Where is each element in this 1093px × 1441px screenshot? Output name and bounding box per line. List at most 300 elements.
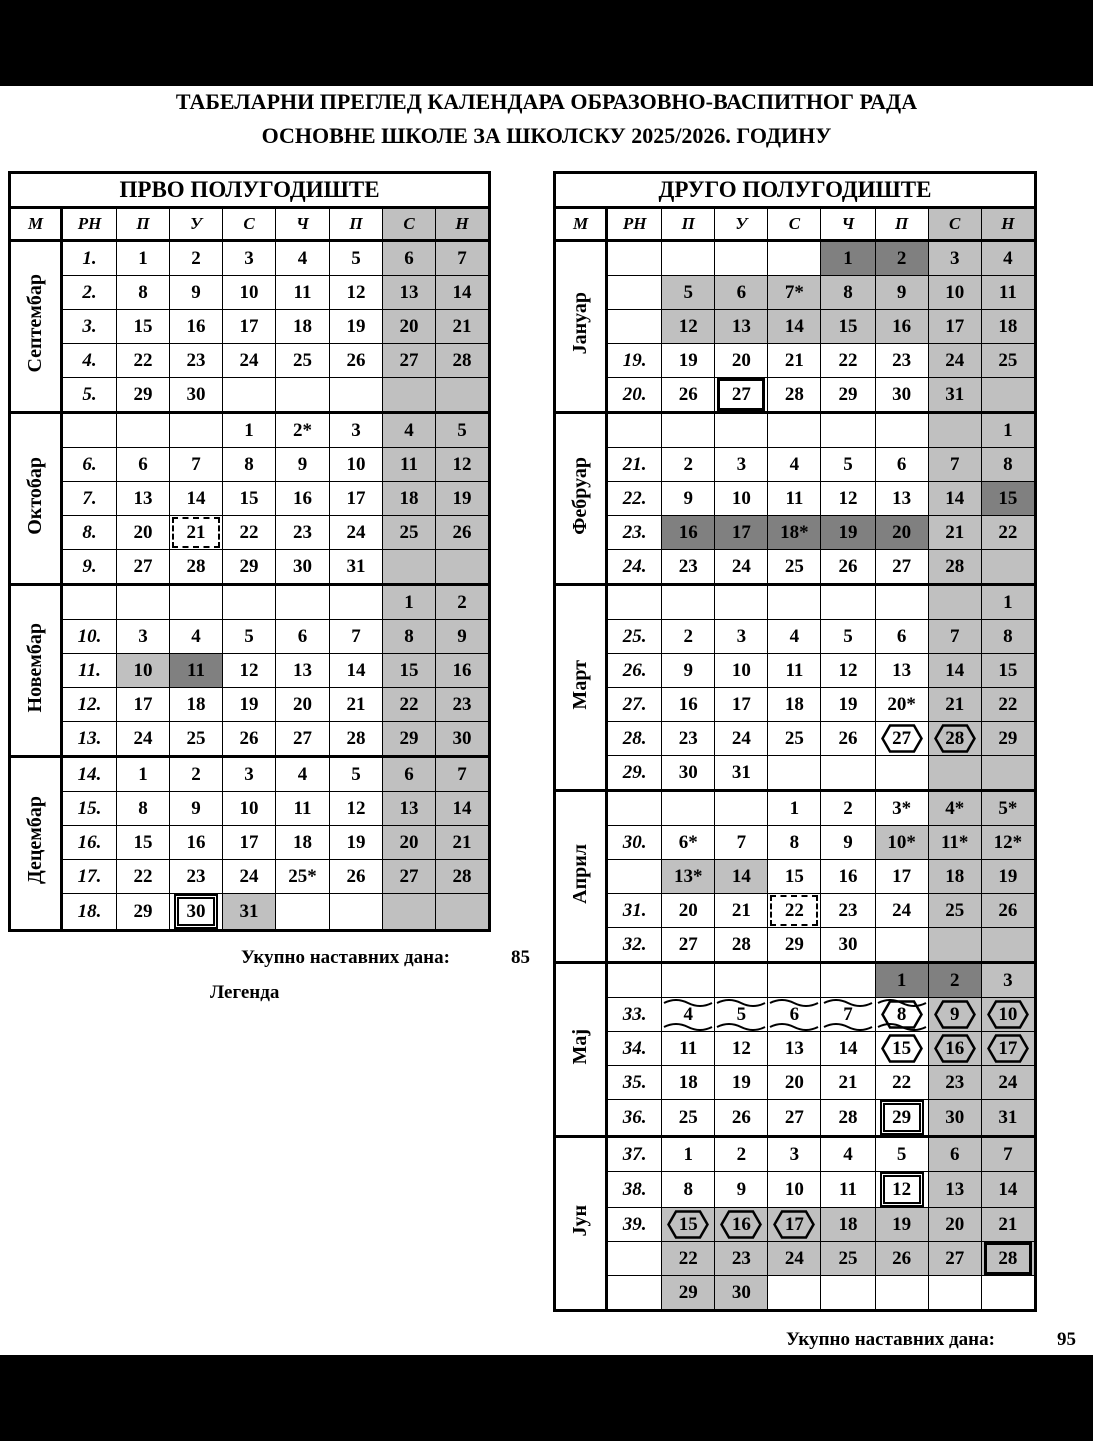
- week-row: [10, 654, 490, 688]
- day-cell: 11: [662, 1032, 715, 1066]
- week-number: 8.: [62, 516, 117, 550]
- week-row: [555, 276, 1036, 310]
- day-cell: 6: [383, 757, 436, 792]
- column-header-row: [10, 208, 490, 241]
- day-cell: 20: [768, 1066, 821, 1100]
- day-cell: [662, 585, 715, 620]
- week-number: 9.: [62, 550, 117, 585]
- day-cell: 20: [383, 826, 436, 860]
- day-cell: 19: [821, 516, 875, 550]
- exam-day-mark: [987, 1000, 1029, 1029]
- week-row: [555, 620, 1036, 654]
- month-cell: [555, 1137, 607, 1311]
- day-cell: 17: [928, 310, 981, 344]
- day-cell: 16: [276, 482, 330, 516]
- day-cell: 17: [223, 826, 276, 860]
- day-cell: [875, 585, 928, 620]
- day-cell: [821, 413, 875, 448]
- day-cell: 6: [928, 1137, 981, 1172]
- day-cell: 19: [330, 826, 383, 860]
- day-cell: 6: [383, 241, 436, 276]
- second-total-label: Укупно наставних дана:: [786, 1329, 995, 1350]
- day-cell: 14: [821, 1032, 875, 1066]
- day-number: 27: [892, 728, 912, 749]
- day-cell: 11: [276, 276, 330, 310]
- day-cell: 17: [223, 310, 276, 344]
- day-cell: 3: [768, 1137, 821, 1172]
- week-row: [555, 998, 1036, 1032]
- day-cell: 5*: [981, 791, 1035, 826]
- day-cell: 2: [170, 241, 223, 276]
- month-name: Јун: [569, 1204, 592, 1237]
- day-cell: 16: [436, 654, 490, 688]
- month-name: Фебруар: [569, 456, 592, 535]
- week-row: [10, 413, 490, 448]
- day-cell: 1: [117, 241, 170, 276]
- holiday-no-classes-mark: 27: [717, 378, 765, 411]
- day-cell: 26: [223, 722, 276, 757]
- week-row: [555, 1066, 1036, 1100]
- day-cell: 23: [662, 550, 715, 585]
- day-cell: 14: [436, 276, 490, 310]
- second-total-value: 95: [1057, 1329, 1076, 1350]
- week-number: 16.: [62, 826, 117, 860]
- day-cell: [715, 413, 768, 448]
- day-cell: 1: [383, 585, 436, 620]
- day-cell: 28: [821, 1100, 875, 1137]
- exam-day-mark: [934, 724, 976, 753]
- week-row: [555, 1100, 1036, 1137]
- title-line-1: ТАБЕЛАРНИ ПРЕГЛЕД КАЛЕНДАРА ОБРАЗОВНО-ВАСПИТНОГ РАДА: [175, 89, 918, 114]
- day-cell: 13: [383, 276, 436, 310]
- day-cell: 31: [223, 894, 276, 931]
- day-cell: [276, 585, 330, 620]
- day-cell: 10: [715, 654, 768, 688]
- day-cell: 20: [117, 516, 170, 550]
- month-name: Октобар: [24, 456, 46, 535]
- day-cell: 25: [928, 894, 981, 928]
- day-cell: 2: [821, 791, 875, 826]
- day-cell: 11: [768, 654, 821, 688]
- remembrance-week-mark: [662, 999, 714, 1031]
- month-name: Април: [569, 843, 592, 904]
- week-number: 36.: [607, 1100, 662, 1137]
- week-number: 3.: [62, 310, 117, 344]
- week-row: [555, 585, 1036, 620]
- end-of-term-mark: 12: [880, 1172, 924, 1207]
- day-cell: 16: [662, 688, 715, 722]
- day-cell: 29: [768, 928, 821, 963]
- day-number: 16: [731, 1214, 751, 1235]
- day-cell: 18: [662, 1066, 715, 1100]
- day-cell: 24: [768, 1242, 821, 1276]
- day-cell: 11: [768, 482, 821, 516]
- week-row: [555, 241, 1036, 276]
- column-header-8: Н: [436, 208, 490, 241]
- day-cell: 23: [715, 1242, 768, 1276]
- day-cell: 14: [715, 860, 768, 894]
- semester-title-row: [555, 173, 1036, 208]
- week-row: [10, 894, 490, 931]
- day-cell: 25: [768, 722, 821, 756]
- day-cell: 30: [276, 550, 330, 585]
- week-row: [555, 860, 1036, 894]
- month-name: Јануар: [569, 292, 592, 355]
- week-number: 25.: [607, 620, 662, 654]
- day-cell: 15: [117, 826, 170, 860]
- day-number: 7: [843, 1003, 853, 1025]
- day-cell: 3: [223, 757, 276, 792]
- week-number: 6.: [62, 448, 117, 482]
- day-cell: 7: [330, 620, 383, 654]
- day-cell: 20: [276, 688, 330, 722]
- day-cell: [875, 1276, 928, 1311]
- day-cell: 21: [768, 344, 821, 378]
- day-number: 9: [949, 1004, 960, 1025]
- day-number: 6: [789, 1003, 800, 1025]
- day-cell: [928, 928, 981, 963]
- day-cell: 8: [821, 276, 875, 310]
- week-number: 7.: [62, 482, 117, 516]
- day-cell: 2: [875, 241, 928, 276]
- first-total-value: 85: [511, 947, 530, 968]
- column-header-6: П: [875, 208, 928, 241]
- week-number: 31.: [607, 894, 662, 928]
- week-row: [10, 344, 490, 378]
- day-cell: 28: [715, 928, 768, 963]
- day-cell: 7: [715, 826, 768, 860]
- day-cell: 3: [223, 241, 276, 276]
- week-number: 13.: [62, 722, 117, 757]
- day-cell: 30: [436, 722, 490, 757]
- week-number: [607, 241, 662, 276]
- day-cell: 24: [715, 550, 768, 585]
- week-row: [555, 756, 1036, 791]
- week-number: [607, 413, 662, 448]
- day-cell: 20: [715, 344, 768, 378]
- day-cell: 27: [276, 722, 330, 757]
- day-cell: 28: [170, 550, 223, 585]
- week-number: 32.: [607, 928, 662, 963]
- working-holiday-mark: 22: [770, 895, 818, 926]
- day-cell: 23: [276, 516, 330, 550]
- column-header-1: РН: [607, 208, 662, 241]
- day-cell: 30: [928, 1100, 981, 1137]
- remembrance-week-mark: [768, 999, 820, 1031]
- day-cell: [875, 756, 928, 791]
- week-number: 20.: [607, 378, 662, 413]
- day-cell: 21: [715, 894, 768, 928]
- day-cell: 16: [875, 310, 928, 344]
- day-cell: [875, 1172, 928, 1208]
- week-number: 2.: [62, 276, 117, 310]
- day-cell: 19: [662, 344, 715, 378]
- semester-title: ДРУГО ПОЛУГОДИШТЕ: [555, 173, 1036, 208]
- day-number: 15: [678, 1214, 698, 1235]
- week-number: 39.: [607, 1208, 662, 1242]
- day-cell: [768, 894, 821, 928]
- day-cell: 13: [928, 1172, 981, 1208]
- day-cell: 24: [715, 722, 768, 756]
- week-row: [10, 757, 490, 792]
- day-cell: 8: [662, 1172, 715, 1208]
- day-cell: 21: [981, 1208, 1035, 1242]
- month-cell: [555, 585, 607, 791]
- week-row: [555, 310, 1036, 344]
- day-cell: 25: [821, 1242, 875, 1276]
- day-cell: 25: [981, 344, 1035, 378]
- column-header-4: С: [223, 208, 276, 241]
- column-header-7: С: [928, 208, 981, 241]
- day-cell: 17: [715, 688, 768, 722]
- day-cell: 30: [875, 378, 928, 413]
- week-row: [10, 826, 490, 860]
- day-cell: [170, 516, 223, 550]
- day-cell: [436, 894, 490, 931]
- day-cell: 5: [821, 448, 875, 482]
- week-row: [10, 276, 490, 310]
- day-cell: 9: [170, 276, 223, 310]
- day-cell: [715, 585, 768, 620]
- day-cell: 29: [117, 894, 170, 931]
- day-number: 16: [945, 1038, 965, 1059]
- day-cell: 17: [117, 688, 170, 722]
- day-cell: [383, 894, 436, 931]
- week-number: 38.: [607, 1172, 662, 1208]
- week-row: [555, 928, 1036, 963]
- day-cell: 30: [662, 756, 715, 791]
- day-cell: 14: [928, 482, 981, 516]
- week-row: [10, 860, 490, 894]
- day-cell: 21: [821, 1066, 875, 1100]
- day-cell: 26: [875, 1242, 928, 1276]
- day-cell: 1: [768, 791, 821, 826]
- day-cell: 23: [662, 722, 715, 756]
- day-cell: [715, 791, 768, 826]
- day-cell: 5: [821, 620, 875, 654]
- day-cell: 15: [223, 482, 276, 516]
- day-number: 15: [892, 1038, 912, 1059]
- day-cell: 13: [383, 792, 436, 826]
- day-cell: [875, 998, 928, 1032]
- week-row: [10, 792, 490, 826]
- day-cell: [768, 241, 821, 276]
- day-cell: [981, 756, 1035, 791]
- month-cell: [555, 963, 607, 1137]
- week-number: 12.: [62, 688, 117, 722]
- day-cell: 8: [383, 620, 436, 654]
- day-cell: 7: [436, 757, 490, 792]
- day-cell: 26: [330, 344, 383, 378]
- day-cell: 23: [821, 894, 875, 928]
- day-cell: 6: [117, 448, 170, 482]
- first-total-label: Укупно наставних дана:: [241, 947, 450, 968]
- day-number: 4: [683, 1003, 693, 1025]
- day-cell: 13: [276, 654, 330, 688]
- day-cell: 14: [928, 654, 981, 688]
- week-row: [10, 620, 490, 654]
- day-cell: 19: [223, 688, 276, 722]
- week-number: 23.: [607, 516, 662, 550]
- day-cell: 30: [170, 378, 223, 413]
- month-name: Децембар: [24, 796, 46, 885]
- remembrance-week-mark: [876, 999, 928, 1031]
- day-cell: 8: [117, 792, 170, 826]
- month-cell: [555, 791, 607, 963]
- day-cell: [981, 1242, 1035, 1276]
- week-number: 15.: [62, 792, 117, 826]
- day-number: 28: [945, 728, 965, 749]
- day-cell: 19: [981, 860, 1035, 894]
- day-cell: 5: [436, 413, 490, 448]
- column-header-6: П: [330, 208, 383, 241]
- week-number: 14.: [62, 757, 117, 792]
- day-cell: 18: [821, 1208, 875, 1242]
- day-cell: 27: [875, 550, 928, 585]
- day-cell: 12: [223, 654, 276, 688]
- day-cell: 6: [875, 620, 928, 654]
- week-row: [555, 826, 1036, 860]
- day-cell: 22: [981, 516, 1035, 550]
- day-cell: 19: [821, 688, 875, 722]
- day-cell: [821, 963, 875, 998]
- day-cell: 3*: [875, 791, 928, 826]
- day-cell: [981, 928, 1035, 963]
- week-number: [607, 310, 662, 344]
- day-cell: 27: [928, 1242, 981, 1276]
- exam-day-mark: [934, 1000, 976, 1029]
- day-cell: 18: [276, 826, 330, 860]
- day-cell: 29: [117, 378, 170, 413]
- day-cell: [928, 1032, 981, 1066]
- week-row: [10, 722, 490, 757]
- day-cell: [768, 963, 821, 998]
- week-row: [555, 482, 1036, 516]
- day-cell: 7: [981, 1137, 1035, 1172]
- day-cell: [436, 550, 490, 585]
- day-cell: 4: [383, 413, 436, 448]
- day-cell: 11: [276, 792, 330, 826]
- week-row: [555, 448, 1036, 482]
- day-cell: 3: [981, 963, 1035, 998]
- week-row: [555, 378, 1036, 413]
- day-cell: [330, 585, 383, 620]
- day-cell: 27: [768, 1100, 821, 1137]
- day-cell: [821, 998, 875, 1032]
- day-cell: 29: [383, 722, 436, 757]
- exam-day-mark: [881, 1000, 923, 1029]
- column-header-4: С: [768, 208, 821, 241]
- week-row: [555, 1208, 1036, 1242]
- day-cell: 9: [662, 482, 715, 516]
- day-cell: 25: [276, 344, 330, 378]
- day-cell: 26: [662, 378, 715, 413]
- week-row: [555, 550, 1036, 585]
- day-cell: 18: [981, 310, 1035, 344]
- exam-day-mark: [881, 1034, 923, 1063]
- day-cell: [768, 1208, 821, 1242]
- day-cell: [981, 1276, 1035, 1311]
- week-row: [555, 344, 1036, 378]
- week-number: 11.: [62, 654, 117, 688]
- week-number: [607, 276, 662, 310]
- exam-day-mark: [987, 1034, 1029, 1063]
- day-cell: 25: [662, 1100, 715, 1137]
- day-cell: 12: [436, 448, 490, 482]
- week-number: 28.: [607, 722, 662, 756]
- day-cell: 28: [436, 344, 490, 378]
- week-row: [10, 448, 490, 482]
- day-cell: [170, 413, 223, 448]
- exam-day-mark: [773, 1210, 815, 1239]
- day-cell: 8: [117, 276, 170, 310]
- day-cell: 17: [330, 482, 383, 516]
- day-cell: [875, 1032, 928, 1066]
- day-cell: 23: [170, 344, 223, 378]
- week-number: [607, 1242, 662, 1276]
- day-cell: 2: [662, 620, 715, 654]
- day-cell: 31: [330, 550, 383, 585]
- day-cell: 22: [223, 516, 276, 550]
- week-row: [555, 1242, 1036, 1276]
- day-cell: 4: [981, 241, 1035, 276]
- day-cell: 19: [875, 1208, 928, 1242]
- week-row: [555, 1137, 1036, 1172]
- day-cell: 21: [928, 516, 981, 550]
- second-semester-table: [553, 171, 1037, 1312]
- day-cell: 4*: [928, 791, 981, 826]
- day-cell: [875, 413, 928, 448]
- week-row: [555, 688, 1036, 722]
- week-row: [10, 516, 490, 550]
- week-row: [555, 791, 1036, 826]
- day-cell: [981, 998, 1035, 1032]
- day-cell: 15: [383, 654, 436, 688]
- day-cell: 28: [330, 722, 383, 757]
- week-row: [555, 963, 1036, 998]
- day-cell: 8: [981, 620, 1035, 654]
- column-header-1: РН: [62, 208, 117, 241]
- day-cell: 23: [436, 688, 490, 722]
- week-row: [555, 413, 1036, 448]
- day-cell: 18: [383, 482, 436, 516]
- day-cell: [875, 928, 928, 963]
- day-cell: 12: [821, 482, 875, 516]
- month-cell: [10, 585, 62, 757]
- end-of-term-mark: 30: [174, 894, 218, 929]
- day-cell: 11: [821, 1172, 875, 1208]
- day-cell: 22: [821, 344, 875, 378]
- day-cell: [821, 756, 875, 791]
- day-cell: [981, 550, 1035, 585]
- day-cell: 10: [330, 448, 383, 482]
- day-cell: 26: [436, 516, 490, 550]
- column-header-2: П: [662, 208, 715, 241]
- day-cell: 13: [715, 310, 768, 344]
- day-cell: 18: [768, 688, 821, 722]
- day-cell: 21: [928, 688, 981, 722]
- column-header-2: П: [117, 208, 170, 241]
- day-cell: 17: [715, 516, 768, 550]
- day-cell: 13: [117, 482, 170, 516]
- day-cell: 15: [768, 860, 821, 894]
- day-cell: [928, 756, 981, 791]
- exam-day-mark: [720, 1210, 762, 1239]
- day-cell: 24: [223, 344, 276, 378]
- day-cell: 22: [383, 688, 436, 722]
- day-cell: [928, 413, 981, 448]
- week-number: 4.: [62, 344, 117, 378]
